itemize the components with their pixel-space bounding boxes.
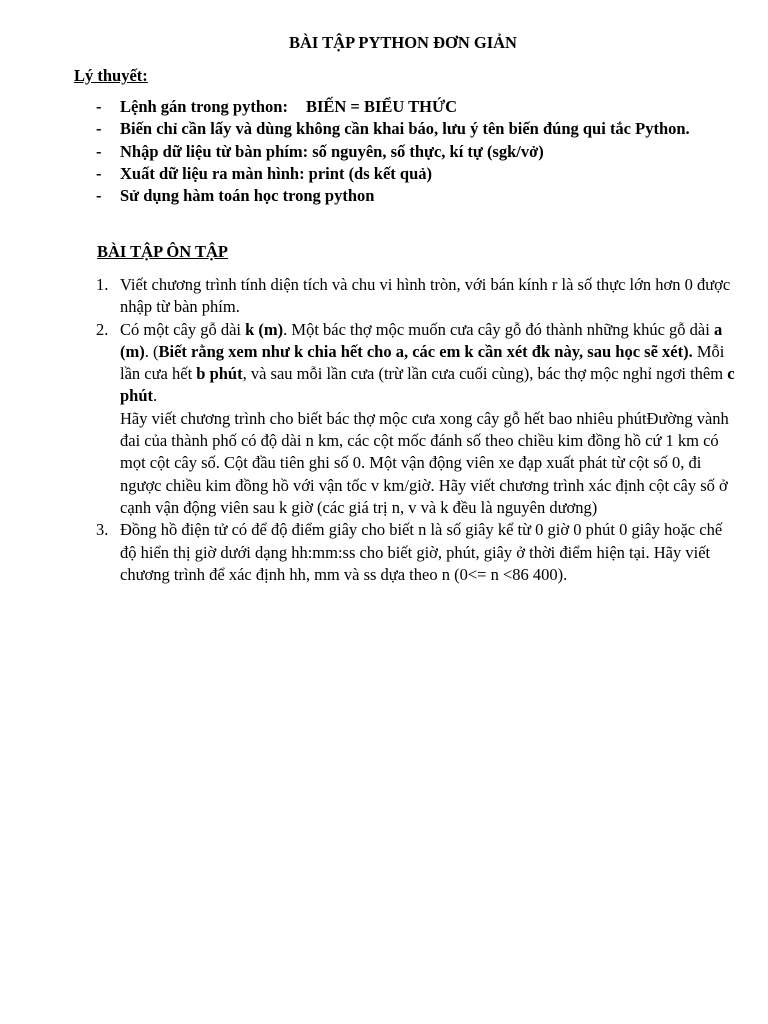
theory-list bbox=[96, 96, 716, 207]
theory-item-text: Biến chỉ cần lấy và dùng không cần khai báo, lưu ý tên biến đúng qui tắc Python. bbox=[120, 119, 690, 139]
variable-a: a (m) bbox=[120, 319, 723, 361]
bullet-dash: - bbox=[96, 97, 102, 116]
review-heading: BÀI TẬP ÔN TẬP bbox=[97, 242, 228, 261]
theory-heading: Lý thuyết: bbox=[74, 66, 148, 85]
exercise-item bbox=[96, 274, 736, 319]
variable-c: c phút bbox=[120, 364, 735, 406]
theory-item bbox=[96, 118, 716, 140]
exercise-text: . ( bbox=[144, 341, 159, 361]
theory-item-text: Lệnh gán trong python: bbox=[120, 97, 288, 116]
exercise-item bbox=[96, 319, 736, 520]
theory-item bbox=[96, 163, 716, 185]
exercise-text: Có một cây gỗ dài bbox=[120, 319, 246, 339]
exercise-number: 2. bbox=[96, 319, 109, 339]
exercise-number: 1. bbox=[96, 275, 109, 294]
bullet-dash: - bbox=[96, 119, 102, 139]
theory-item-text: Xuất dữ liệu ra màn hình: print (ds kết quả) bbox=[120, 163, 433, 183]
theory-item bbox=[96, 96, 716, 118]
variable-k: k (m) bbox=[245, 319, 284, 339]
theory-item-text: Sử dụng hàm toán học trong python bbox=[120, 186, 375, 206]
bullet-dash: - bbox=[96, 163, 102, 183]
theory-item-text: Nhập dữ liệu từ bàn phím: số nguyên, số thực, kí tự (sgk/vở) bbox=[120, 141, 544, 161]
exercise-text: , và sau mỗi lần cưa (trừ lần cưa cuối cùng), bác thợ mộc nghỉ ngơi thêm bbox=[242, 364, 728, 384]
bullet-dash: - bbox=[96, 141, 102, 161]
exercise-text: Viết chương trình tính diện tích và chu vi hình tròn, với bán kính r là số thực lớn hơn 0 được nhập từ bàn phím. bbox=[120, 275, 731, 317]
document-title: BÀI TẬP PYTHON ĐƠN GIẢN bbox=[289, 33, 517, 52]
bullet-dash: - bbox=[96, 186, 102, 206]
exercise-paragraph: Hãy viết chương trình cho biết bác thợ mộc cưa xong cây gỗ hết bao nhiêu phútĐường vành đai của thành phố có độ dài n km, các cột mốc đánh số theo chiều kim đồng hồ cứ 1 km có mọt cột cây số. Cột đầu tiên ghi số 0. Một vận động viên xe đạp xuất phát từ cột số 0, đi ngược chiều kim đồng hồ với vận tốc v km/giờ. Hãy viết chương trình xác định cột cây số ở cạnh vận động viên sau k giờ (các giá trị n, v và k đều là nguyên dương) bbox=[120, 408, 729, 517]
exercise-text: . bbox=[153, 386, 158, 406]
exercise-text: . Một bác thợ mộc muốn cưa cây gỗ đó thành những khúc gỗ dài bbox=[283, 319, 714, 339]
exercise-text: Mỗi lần cưa hết bbox=[120, 341, 725, 384]
exercise-item bbox=[96, 519, 736, 586]
exercise-note: Biết rằng xem như k chia hết cho a, các em k cần xét đk này, sau học sẽ xét). bbox=[158, 341, 693, 361]
theory-item bbox=[96, 141, 716, 163]
exercise-text: Đồng hồ điện tử có để độ điểm giây cho biết n là số giây kể từ 0 giờ 0 phút 0 giây hoặc chế độ hiển thị giờ dưới dạng hh:mm:ss cho biết giờ, phút, giây ở thời điểm hiện tại. Hãy viết chương trình để xác định hh, mm và ss dựa theo n (0<= n <86 400). bbox=[120, 520, 723, 584]
variable-b: b phút bbox=[196, 364, 243, 384]
theory-item bbox=[96, 185, 716, 207]
exercise-paragraph bbox=[120, 319, 736, 408]
exercise-list bbox=[96, 274, 736, 586]
exercise-number: 3. bbox=[96, 520, 109, 540]
assignment-formula: BIẾN = BIỂU THỨC bbox=[305, 97, 458, 116]
